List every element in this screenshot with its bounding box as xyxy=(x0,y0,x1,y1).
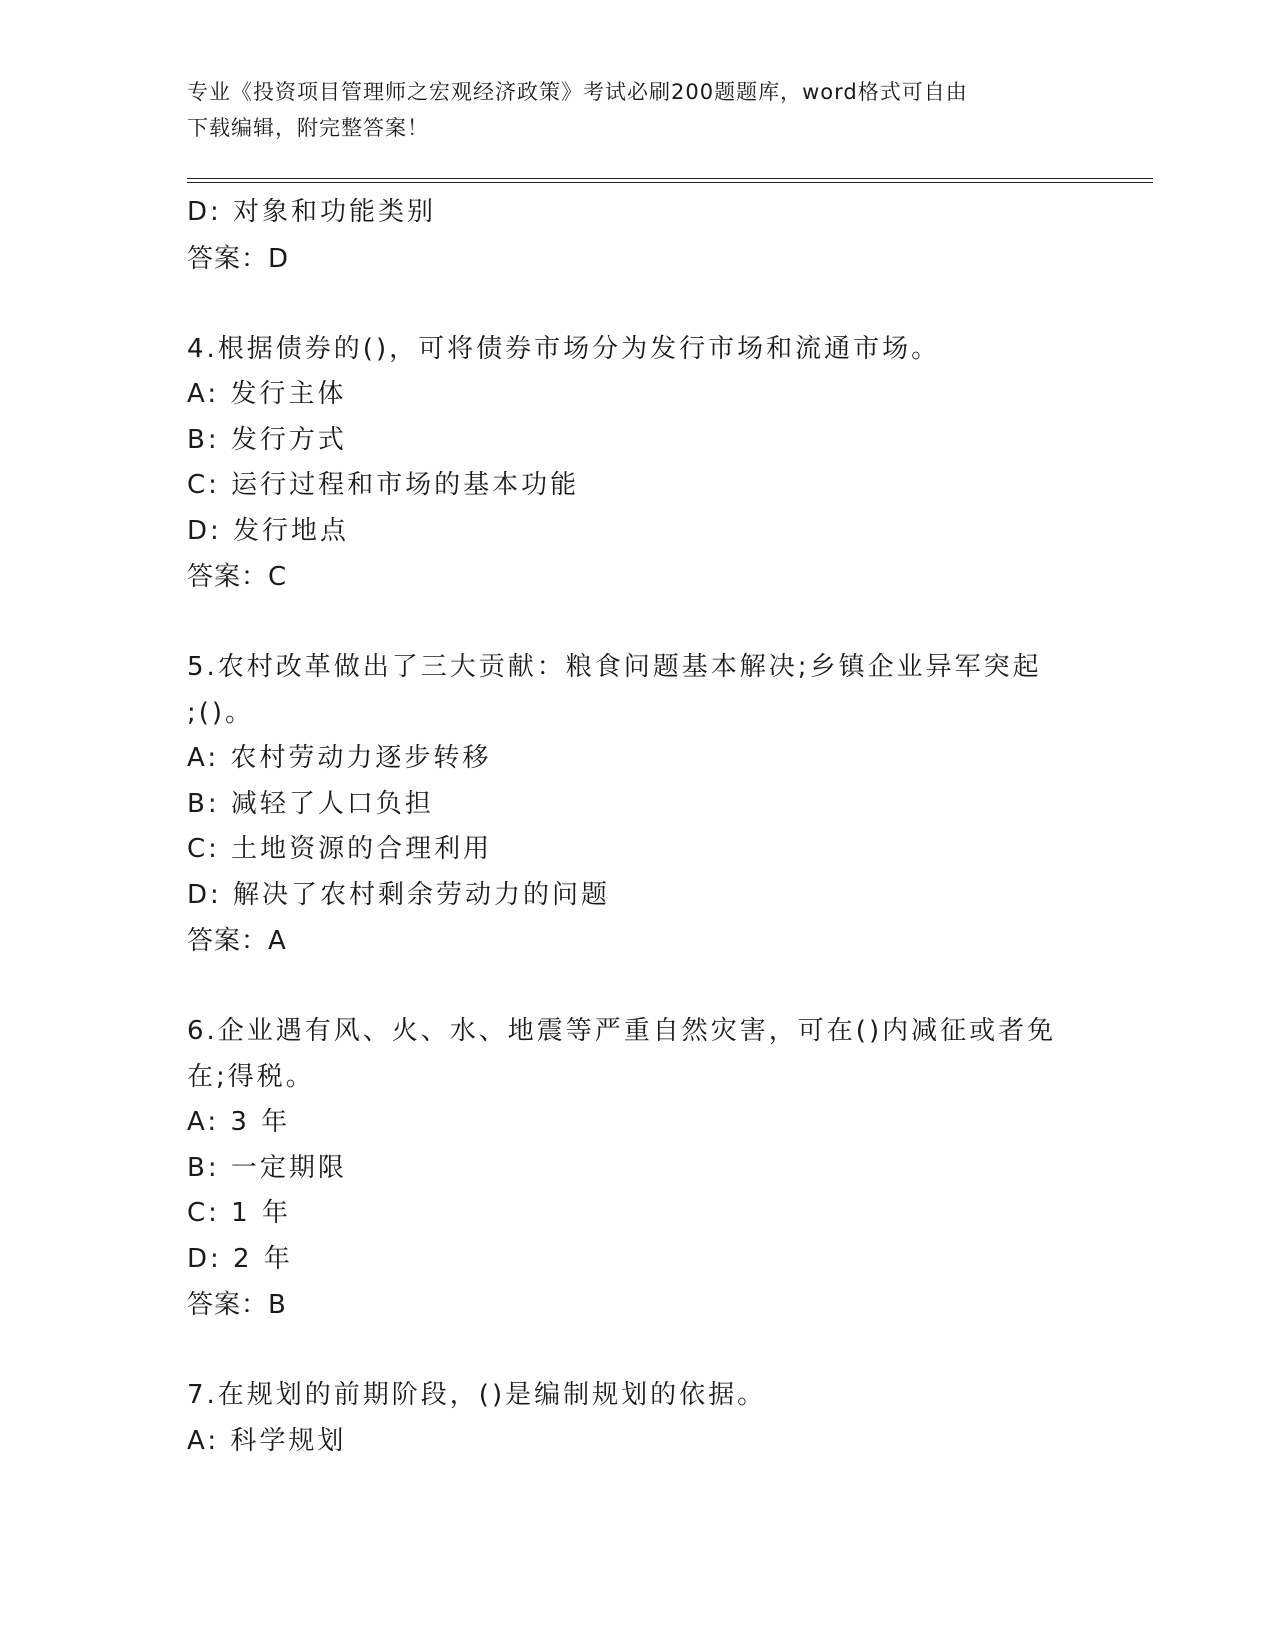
header-line-1: 专业《投资项目管理师之宏观经济政策》考试必刷200题题库，word格式可自由 xyxy=(187,80,968,104)
header-line-2: 下载编辑，附完整答案！ xyxy=(187,116,429,140)
answer-line xyxy=(187,236,1067,282)
answer-label: 答案： xyxy=(187,562,269,592)
question-text: 4.根据债券的()，可将债券市场分为发行市场和流通市场。 xyxy=(187,333,941,364)
option-b: B: 减轻了人口负担 xyxy=(187,788,434,819)
option-c: C: 1 年 xyxy=(187,1198,291,1228)
option-d: D: 发行地点 xyxy=(187,515,350,546)
question-4 xyxy=(187,327,1067,601)
document-header xyxy=(187,74,1067,146)
answer-label: 答案： xyxy=(187,243,269,274)
question-text-line-1: 5.农村改革做出了三大贡献：粮食问题基本解决;乡镇企业异军突起 xyxy=(187,652,1042,682)
option-b: B: 发行方式 xyxy=(187,424,347,455)
question-3-continued xyxy=(187,190,1067,282)
question-text-line-1: 6.企业遇有风、火、水、地震等严重自然灾害，可在()内减征或者免 xyxy=(187,1016,1057,1046)
option-c: C: 土地资源的合理利用 xyxy=(187,834,493,864)
option-b: B: 一定期限 xyxy=(187,1152,347,1183)
option-a: A: 发行主体 xyxy=(187,379,347,409)
header-rule-top xyxy=(187,178,1153,179)
question-7 xyxy=(187,1373,1067,1464)
option-d: D: 解决了农村剩余劳动力的问题 xyxy=(187,879,611,910)
option-c: C: 运行过程和市场的基本功能 xyxy=(187,470,580,500)
answer-label: 答案： xyxy=(187,926,269,956)
option-a: A: 农村劳动力逐步转移 xyxy=(187,743,492,773)
option-a: A: 3 年 xyxy=(187,1107,291,1137)
answer-value: D xyxy=(268,243,290,274)
question-6 xyxy=(187,1009,1067,1328)
question-text-line-2: ;()。 xyxy=(187,697,255,728)
question-5 xyxy=(187,645,1067,964)
header-rule-bottom xyxy=(187,182,1153,183)
answer-value: B xyxy=(268,1290,287,1320)
question-text: 7.在规划的前期阶段，()是编制规划的依据。 xyxy=(187,1380,767,1410)
option-d: D: 2 年 xyxy=(187,1243,293,1274)
answer-line xyxy=(187,554,1067,600)
answer-value: C xyxy=(268,562,288,592)
option-a: A: 科学规划 xyxy=(187,1425,347,1456)
answer-value: A xyxy=(268,926,287,956)
answer-label: 答案： xyxy=(187,1290,269,1320)
answer-line xyxy=(187,1282,1067,1328)
option-d: D: 对象和功能类别 xyxy=(187,197,437,227)
answer-line xyxy=(187,918,1067,964)
question-list xyxy=(187,190,1067,1464)
question-text-line-2: 在;得税。 xyxy=(187,1061,315,1092)
